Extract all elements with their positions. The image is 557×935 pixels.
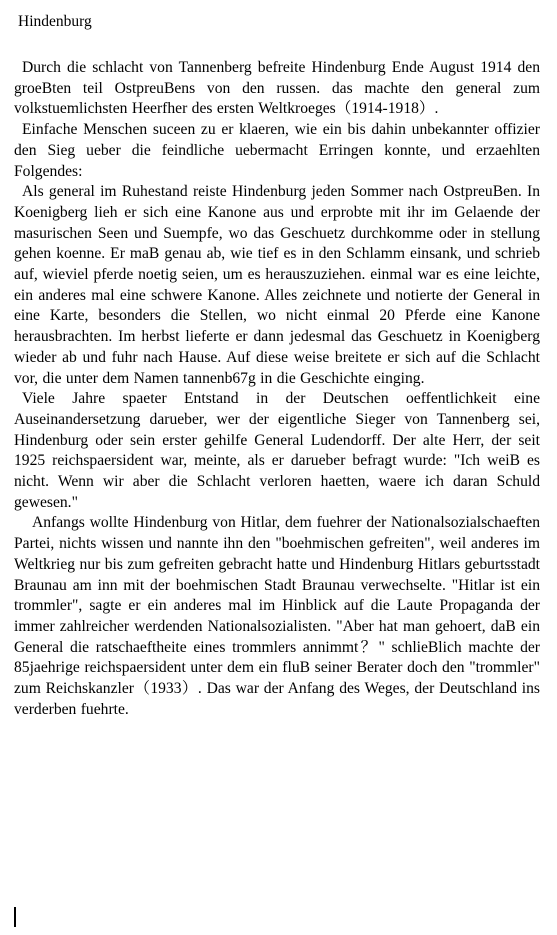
paragraph-auseinandersetzung: Viele Jahre spaeter Entstand in der Deutschen oeffentlichkeit eine Auseinandersetzung darueber, wer der eigentliche Sieger von Tannenberg sei, Hindenburg oder sein erster gehilfe General Ludendorff. Der alte Herr, der seit 1925 reichspaersident war, meinte, als er darueber befragt wurde: "Ich weiB es nicht. Wenn wir aber die Schlacht verloren haetten, waere ich daran Schuld gewesen." bbox=[14, 390, 540, 511]
paragraph-hitlar: Anfangs wollte Hindenburg von Hitlar, dem fuehrer der Nationalsozialschaeften Partei, nichts wissen und nannte ihn den "boehmischen gefreiten", weil anderes im Weltkrieg nur bis zum gefreiten gebracht hatte und Hindenburg Hitlars geburtsstadt Braunau am inn mit der boehmischen Stadt Braunau verwechselte. "Hitlar ist ein trommler", sagte er ein anderes mal im Hinblick auf die Laute Propaganda der immer zahlreicher werdenden Nationalsozialisten. "Aber hat man gehoert, daB ein General die ratschaeftheite eines trommlers annimmt？" schlieBlich machte der 85jaehrige reichspaersident unter dem ein fluB seiner Berater doch den "trommler" zum Reichskanzler（1933）. Das war der Anfang des Weges, der Deutschland ins verderben fuehrte. bbox=[14, 514, 540, 718]
paragraph-einfache-menschen: Einfache Menschen suceen zu er klaeren, wie ein bis dahin unbekannter offizier den Sieg ueber die feindliche uebermacht Erringen konnte, und erzaehlten Folgendes: bbox=[14, 121, 540, 180]
text-cursor bbox=[14, 907, 16, 927]
paragraph-ruhestand: Als general im Ruhestand reiste Hindenburg jeden Sommer nach OstpreuBen. In Koenigberg lieh er sich eine Kanone aus und erprobte mit ihr im Gelaende der masurischen Seen und Suempfe, wo das Geschuetz durchkomme oder in stellung gehen koenne. Er maB genau ab, wie tief es in den Schlamm einsank, und schrieb auf, wieviel pferde noetig seien, um es herauszuziehen. einmal war es eine leichte, ein anderes mal eine schwere Kanone. Alles zeichnete und notierte der General in eine Karte, besonders die Stellen, wo nicht einmal 20 Pferde eine Kanone herausbrachten. Im herbst lieferte er dann jedesmal das Geschuetz in Koenigberg wieder ab und fuhr nach Hause. Auf diese weise breitete er sich auf die Schlacht vor, die unter dem Namen tannenb67g in die Geschichte einging. bbox=[14, 183, 540, 387]
document-title: Hindenburg bbox=[18, 13, 92, 30]
paragraph-tannenberg: Durch die schlacht von Tannenberg befreite Hindenburg Ende August 1914 den groeBten teil OstpreuBens von den russen. das machte den general zum volkstuemlichsten Heerfher des ersten Weltkroeges（1914-1918）. bbox=[14, 59, 540, 118]
document-body[interactable] bbox=[14, 58, 540, 721]
